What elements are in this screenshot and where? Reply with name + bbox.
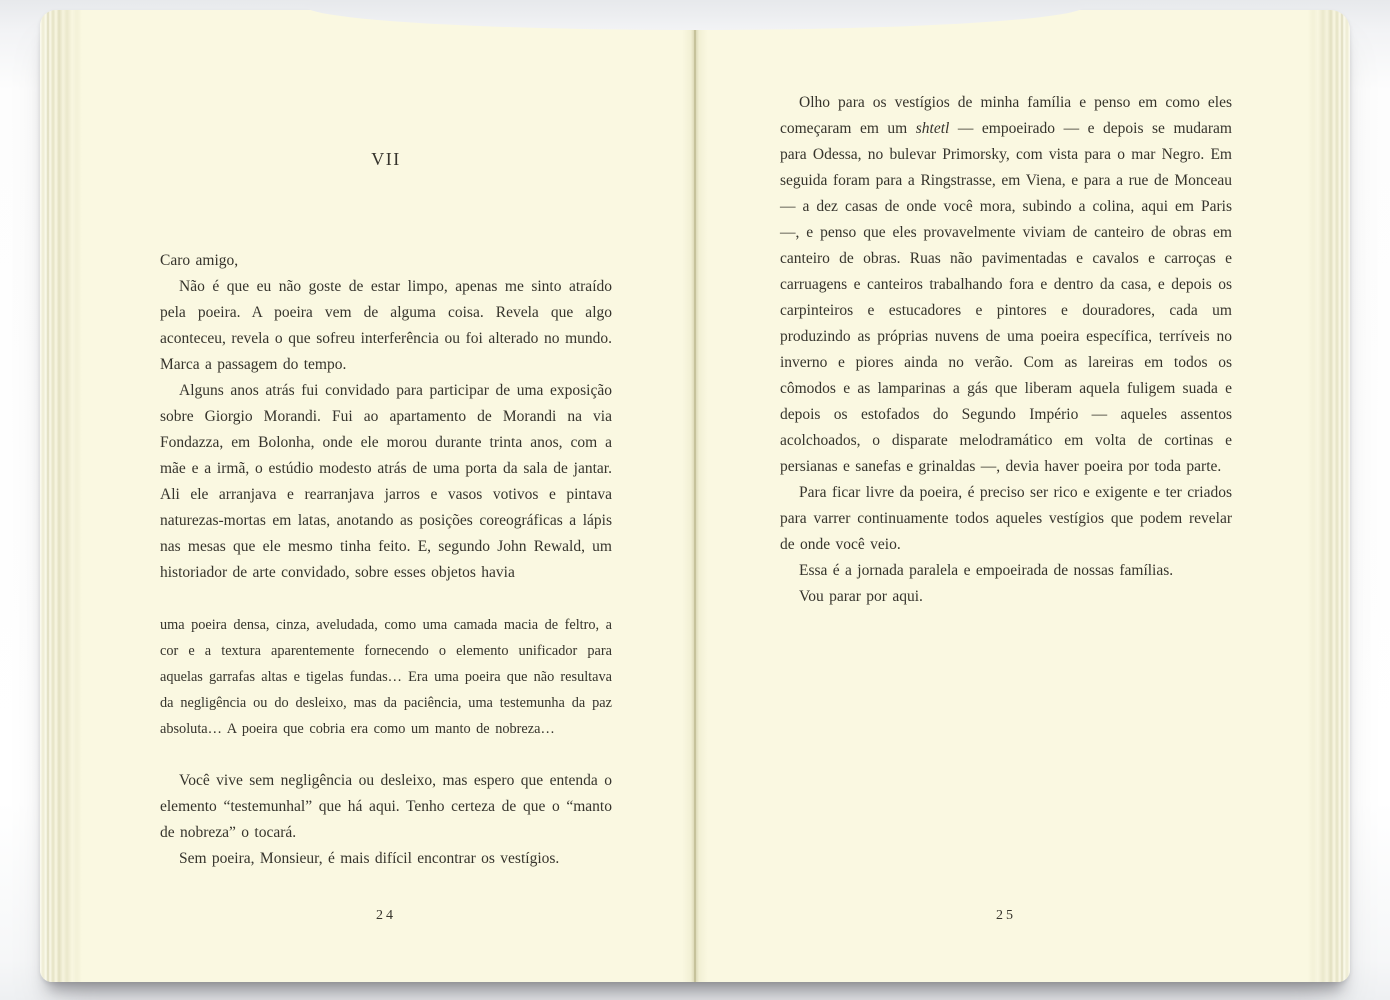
left-page [160,146,612,872]
paragraph: Alguns anos atrás fui convidado para participar de uma exposição sobre Giorgio Morandi. Fui ao apartamento de Morandi na via Fondazza, em Bolonha, onde ele morou durante trinta anos, com a mãe e a irmã, o estúdio modesto atrás de uma porta da sala de jantar. Ali ele arranjava e rearranjava jarros e vasos votivos e pintava naturezas-mortas em latas, anotando as posições coreográficas a lápis nas mesas que ele mesmo tinha feito. E, segundo John Rewald, um historiador de arte convidado, sobre esses objetos havia [160,382,612,581]
paragraph: Essa é a jornada paralela e empoeirada de nossas famílias. [799,562,1174,579]
chapter-heading: VII [371,149,401,169]
left-page-body [160,248,612,872]
paragraph: Vou parar por aqui. [799,588,923,605]
paragraph: Você vive sem negligência ou desleixo, mas espero que entenda o elemento “testemunhal” que há aqui. Tenho certeza de que o “manto de nobreza” o tocará. [160,772,612,841]
right-page [780,90,1232,610]
paragraph: Olho para os vestígios de minha família e penso em como eles começaram em um shtetl — empoeirado — e depois se mudaram para Odessa, no bulevar Primorsky, com vista para o mar Negro. Em seguida foram para a Ringstrasse, em Viena, e para a rue de Monceau — a dez casas de onde você mora, subindo a colina, aqui em Paris —, e penso que eles provavelmente viviam de canteiro de obras em canteiro de obras. Ruas não pavimentadas e cavalos e carroças e carruagens e canteiros trabalhando fora e dentro da casa, e depois os carpinteiros e estucadores e pintores e douradores, cada um produzindo as próprias nuvens de uma poeira específica, terríveis no inverno e piores ainda no verão. Com as lareiras em todos os cômodos e as lamparinas a gás que liberam aquela fuligem suada e depois os estofados do Segundo Império — aqueles assentos acolchoados, o disparate melodramático em volta de cortinas e persianas e sanefas e grinaldas —, devia haver poeira por toda parte. [780,94,1232,475]
paragraph: Para ficar livre da poeira, é preciso ser rico e exigente e ter criados para varrer continuamente todos aqueles vestígios que podem revelar de onde você veio. [780,484,1232,553]
paragraph: uma poeira densa, cinza, aveludada, como uma camada macia de feltro, a cor e a textura aparentemente fornecendo o elemento unificador para aquelas garrafas altas e tigelas fundas… Era uma poeira que não resultava da negligência ou do desleixo, mas da paciência, uma testemunha da paz absoluta… A poeira que cobria era como um manto de nobreza… [160,617,612,737]
book-top-curve [305,0,1085,30]
page-number-left: 24 [376,908,396,923]
page-edges-left [40,10,82,982]
page-edges-right [1308,10,1350,982]
book-spine-gutter [682,10,708,982]
right-page-body [780,90,1232,610]
paragraph: Não é que eu não goste de estar limpo, apenas me sinto atraído pela poeira. A poeira vem de alguma coisa. Revela que algo aconteceu, revela o que sofreu interferência ou foi alterado no mundo. Marca a passagem do tempo. [160,278,612,373]
page-number-right: 25 [996,908,1016,923]
paragraph: Caro amigo, [160,252,239,269]
paragraph: Sem poeira, Monsieur, é mais difícil encontrar os vestígios. [179,850,560,867]
